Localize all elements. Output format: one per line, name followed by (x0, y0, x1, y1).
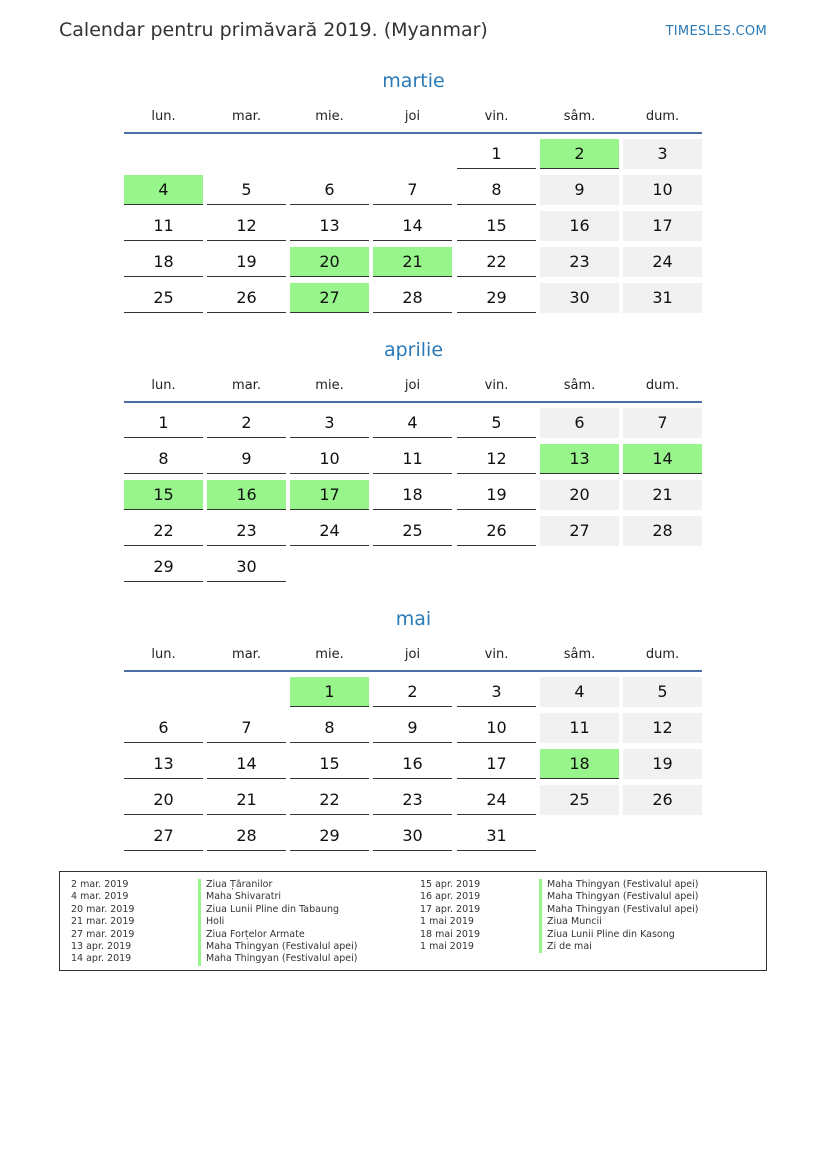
weekday-header (124, 378, 704, 398)
holiday-day-cell: 15 (124, 480, 203, 510)
day-cell: 16 (373, 749, 452, 779)
legend-holiday-name: Ziua Țăranilor (206, 879, 273, 890)
day-cell: 5 (207, 175, 286, 205)
day-cell: 15 (457, 211, 536, 241)
day-cell: 23 (540, 247, 619, 277)
weekday-label: mar. (232, 647, 261, 662)
legend-row (420, 904, 760, 916)
day-cell: 5 (457, 408, 536, 438)
day-cell: 11 (540, 713, 619, 743)
weekday-label: sâm. (563, 647, 596, 662)
weekday-label: lun. (151, 647, 176, 662)
holiday-marker (539, 916, 542, 928)
legend-column-right (420, 879, 760, 953)
weekday-label: mie. (315, 109, 344, 124)
day-cell: 26 (623, 785, 702, 815)
holiday-marker (198, 879, 201, 891)
day-cell: 9 (207, 444, 286, 474)
legend-date: 27 mar. 2019 (71, 928, 135, 940)
weekday-label: mar. (232, 109, 261, 124)
holiday-marker (539, 941, 542, 953)
day-cell: 14 (373, 211, 452, 241)
legend-date: 18 mai 2019 (420, 928, 481, 940)
day-cell: 28 (207, 821, 286, 851)
header-rule (124, 670, 702, 672)
legend-holiday-name: Maha Thingyan (Festivalul apei) (206, 940, 358, 952)
legend-holiday-name: Ziua Lunii Pline din Kasong (547, 928, 675, 940)
day-cell: 12 (207, 211, 286, 241)
holiday-marker (539, 891, 542, 903)
day-cell: 6 (290, 175, 369, 205)
day-cell: 6 (540, 408, 619, 438)
legend-holiday-name: Maha Thingyan (Festivalul apei) (547, 903, 699, 915)
day-cell: 18 (124, 247, 203, 277)
legend-row (71, 879, 411, 891)
legend-date: 4 mar. 2019 (71, 891, 129, 903)
day-cell: 1 (457, 139, 536, 169)
holiday-marker (198, 941, 201, 953)
day-cell: 2 (373, 677, 452, 707)
legend-column-left (71, 879, 411, 966)
weekday-label: dum. (645, 378, 680, 393)
day-cell: 8 (290, 713, 369, 743)
holiday-day-cell: 4 (124, 175, 203, 205)
day-cell: 25 (373, 516, 452, 546)
day-cell: 6 (124, 713, 203, 743)
day-cell: 13 (124, 749, 203, 779)
legend-date: 16 apr. 2019 (420, 891, 481, 903)
legend-holiday-name: Ziua Forțelor Armate (206, 928, 305, 940)
legend-date: 1 mai 2019 (420, 916, 474, 928)
holiday-day-cell: 21 (373, 247, 452, 277)
day-cell: 11 (124, 211, 203, 241)
weekday-header (124, 647, 704, 667)
day-cell: 21 (623, 480, 702, 510)
legend-row (420, 941, 760, 953)
day-cell: 29 (290, 821, 369, 851)
day-cell: 10 (457, 713, 536, 743)
brand-link[interactable]: TIMESLES.COM (665, 24, 767, 39)
day-cell: 3 (290, 408, 369, 438)
holiday-day-cell: 2 (540, 139, 619, 169)
month-name: martie (382, 70, 445, 92)
holiday-day-cell: 14 (623, 444, 702, 474)
day-cell: 16 (540, 211, 619, 241)
legend-holiday-name: Maha Thingyan (Festivalul apei) (547, 891, 699, 903)
weekday-label: lun. (151, 378, 176, 393)
day-cell: 3 (457, 677, 536, 707)
day-cell: 26 (207, 283, 286, 313)
holiday-day-cell: 27 (290, 283, 369, 313)
legend-row (71, 929, 411, 941)
day-cell: 19 (457, 480, 536, 510)
holiday-day-cell: 18 (540, 749, 619, 779)
day-cell: 12 (623, 713, 702, 743)
weekday-label: vin. (484, 647, 509, 662)
holiday-day-cell: 13 (540, 444, 619, 474)
day-cell: 15 (290, 749, 369, 779)
day-cell: 30 (207, 552, 286, 582)
month-name: mai (395, 608, 432, 630)
day-cell: 2 (207, 408, 286, 438)
legend-row (420, 929, 760, 941)
legend-date: 14 apr. 2019 (71, 953, 132, 965)
legend-date: 21 mar. 2019 (71, 916, 135, 928)
weekday-label: vin. (484, 378, 509, 393)
holiday-day-cell: 20 (290, 247, 369, 277)
day-cell: 28 (373, 283, 452, 313)
day-cell: 9 (540, 175, 619, 205)
legend-row (420, 879, 760, 891)
legend-date: 20 mar. 2019 (71, 903, 135, 915)
header-rule (124, 132, 702, 134)
day-cell: 20 (540, 480, 619, 510)
day-cell: 19 (207, 247, 286, 277)
day-cell: 25 (540, 785, 619, 815)
day-cell: 7 (623, 408, 702, 438)
legend-date: 13 apr. 2019 (71, 940, 132, 952)
weekday-label: lun. (151, 109, 176, 124)
day-cell: 21 (207, 785, 286, 815)
day-cell: 31 (457, 821, 536, 851)
holiday-marker (539, 879, 542, 891)
weekday-label: mar. (232, 378, 261, 393)
legend-date: 15 apr. 2019 (420, 879, 481, 890)
day-cell: 20 (124, 785, 203, 815)
legend-holiday-name: Ziua Muncii (547, 916, 602, 928)
weekday-label: dum. (645, 647, 680, 662)
day-cell: 22 (124, 516, 203, 546)
holiday-day-cell: 17 (290, 480, 369, 510)
holiday-marker (539, 929, 542, 941)
day-cell: 30 (540, 283, 619, 313)
weekday-label: vin. (484, 109, 509, 124)
weekday-label: joi (404, 109, 421, 124)
day-cell: 17 (457, 749, 536, 779)
weekday-label: dum. (645, 109, 680, 124)
day-cell: 8 (124, 444, 203, 474)
legend-holiday-name: Maha Shivaratri (206, 891, 282, 903)
legend-row (71, 941, 411, 953)
weekday-label: mie. (315, 378, 344, 393)
legend-holiday-name: Holi (206, 916, 225, 928)
legend-date: 1 mai 2019 (420, 940, 474, 952)
day-cell: 31 (623, 283, 702, 313)
legend-row (71, 953, 411, 965)
day-cell: 5 (623, 677, 702, 707)
day-cell: 29 (124, 552, 203, 582)
legend-row (71, 916, 411, 928)
day-cell: 24 (623, 247, 702, 277)
weekday-label: sâm. (563, 109, 596, 124)
weekday-label: mie. (315, 647, 344, 662)
legend-date: 2 mar. 2019 (71, 879, 129, 890)
legend-holiday-name: Ziua Lunii Pline din Tabaung (206, 903, 340, 915)
month-name: aprilie (383, 339, 444, 361)
day-cell: 8 (457, 175, 536, 205)
day-cell: 17 (623, 211, 702, 241)
day-cell: 10 (623, 175, 702, 205)
day-cell: 28 (623, 516, 702, 546)
holiday-marker (198, 953, 201, 965)
day-cell: 3 (623, 139, 702, 169)
day-cell: 4 (373, 408, 452, 438)
page-title: Calendar pentru primăvară 2019. (Myanmar) (59, 19, 488, 41)
holiday-marker (539, 904, 542, 916)
day-cell: 26 (457, 516, 536, 546)
holiday-day-cell: 1 (290, 677, 369, 707)
weekday-label: joi (404, 647, 421, 662)
day-cell: 18 (373, 480, 452, 510)
day-cell: 10 (290, 444, 369, 474)
day-cell: 19 (623, 749, 702, 779)
day-cell: 24 (457, 785, 536, 815)
day-cell: 27 (540, 516, 619, 546)
holiday-marker (198, 891, 201, 903)
holiday-marker (198, 916, 201, 928)
legend-holiday-name: Maha Thingyan (Festivalul apei) (206, 953, 358, 965)
day-cell: 14 (207, 749, 286, 779)
day-cell: 7 (373, 175, 452, 205)
day-cell: 11 (373, 444, 452, 474)
day-cell: 22 (290, 785, 369, 815)
day-cell: 9 (373, 713, 452, 743)
day-cell: 30 (373, 821, 452, 851)
day-cell: 23 (373, 785, 452, 815)
day-cell: 4 (540, 677, 619, 707)
day-cell: 13 (290, 211, 369, 241)
day-cell: 7 (207, 713, 286, 743)
legend-date: 17 apr. 2019 (420, 903, 481, 915)
legend-row (71, 904, 411, 916)
weekday-label: sâm. (563, 378, 596, 393)
weekday-header (124, 109, 704, 129)
legend-row (420, 916, 760, 928)
weekday-label: joi (404, 378, 421, 393)
day-cell: 22 (457, 247, 536, 277)
day-cell: 29 (457, 283, 536, 313)
day-cell: 23 (207, 516, 286, 546)
holiday-marker (198, 904, 201, 916)
header-rule (124, 401, 702, 403)
legend-holiday-name: Zi de mai (547, 940, 592, 952)
day-cell: 12 (457, 444, 536, 474)
day-cell: 25 (124, 283, 203, 313)
holiday-day-cell: 16 (207, 480, 286, 510)
legend-holiday-name: Maha Thingyan (Festivalul apei) (547, 879, 699, 890)
legend-row (420, 891, 760, 903)
holiday-marker (198, 929, 201, 941)
day-cell: 24 (290, 516, 369, 546)
holiday-legend (59, 871, 767, 971)
day-cell: 1 (124, 408, 203, 438)
day-cell: 27 (124, 821, 203, 851)
legend-row (71, 891, 411, 903)
